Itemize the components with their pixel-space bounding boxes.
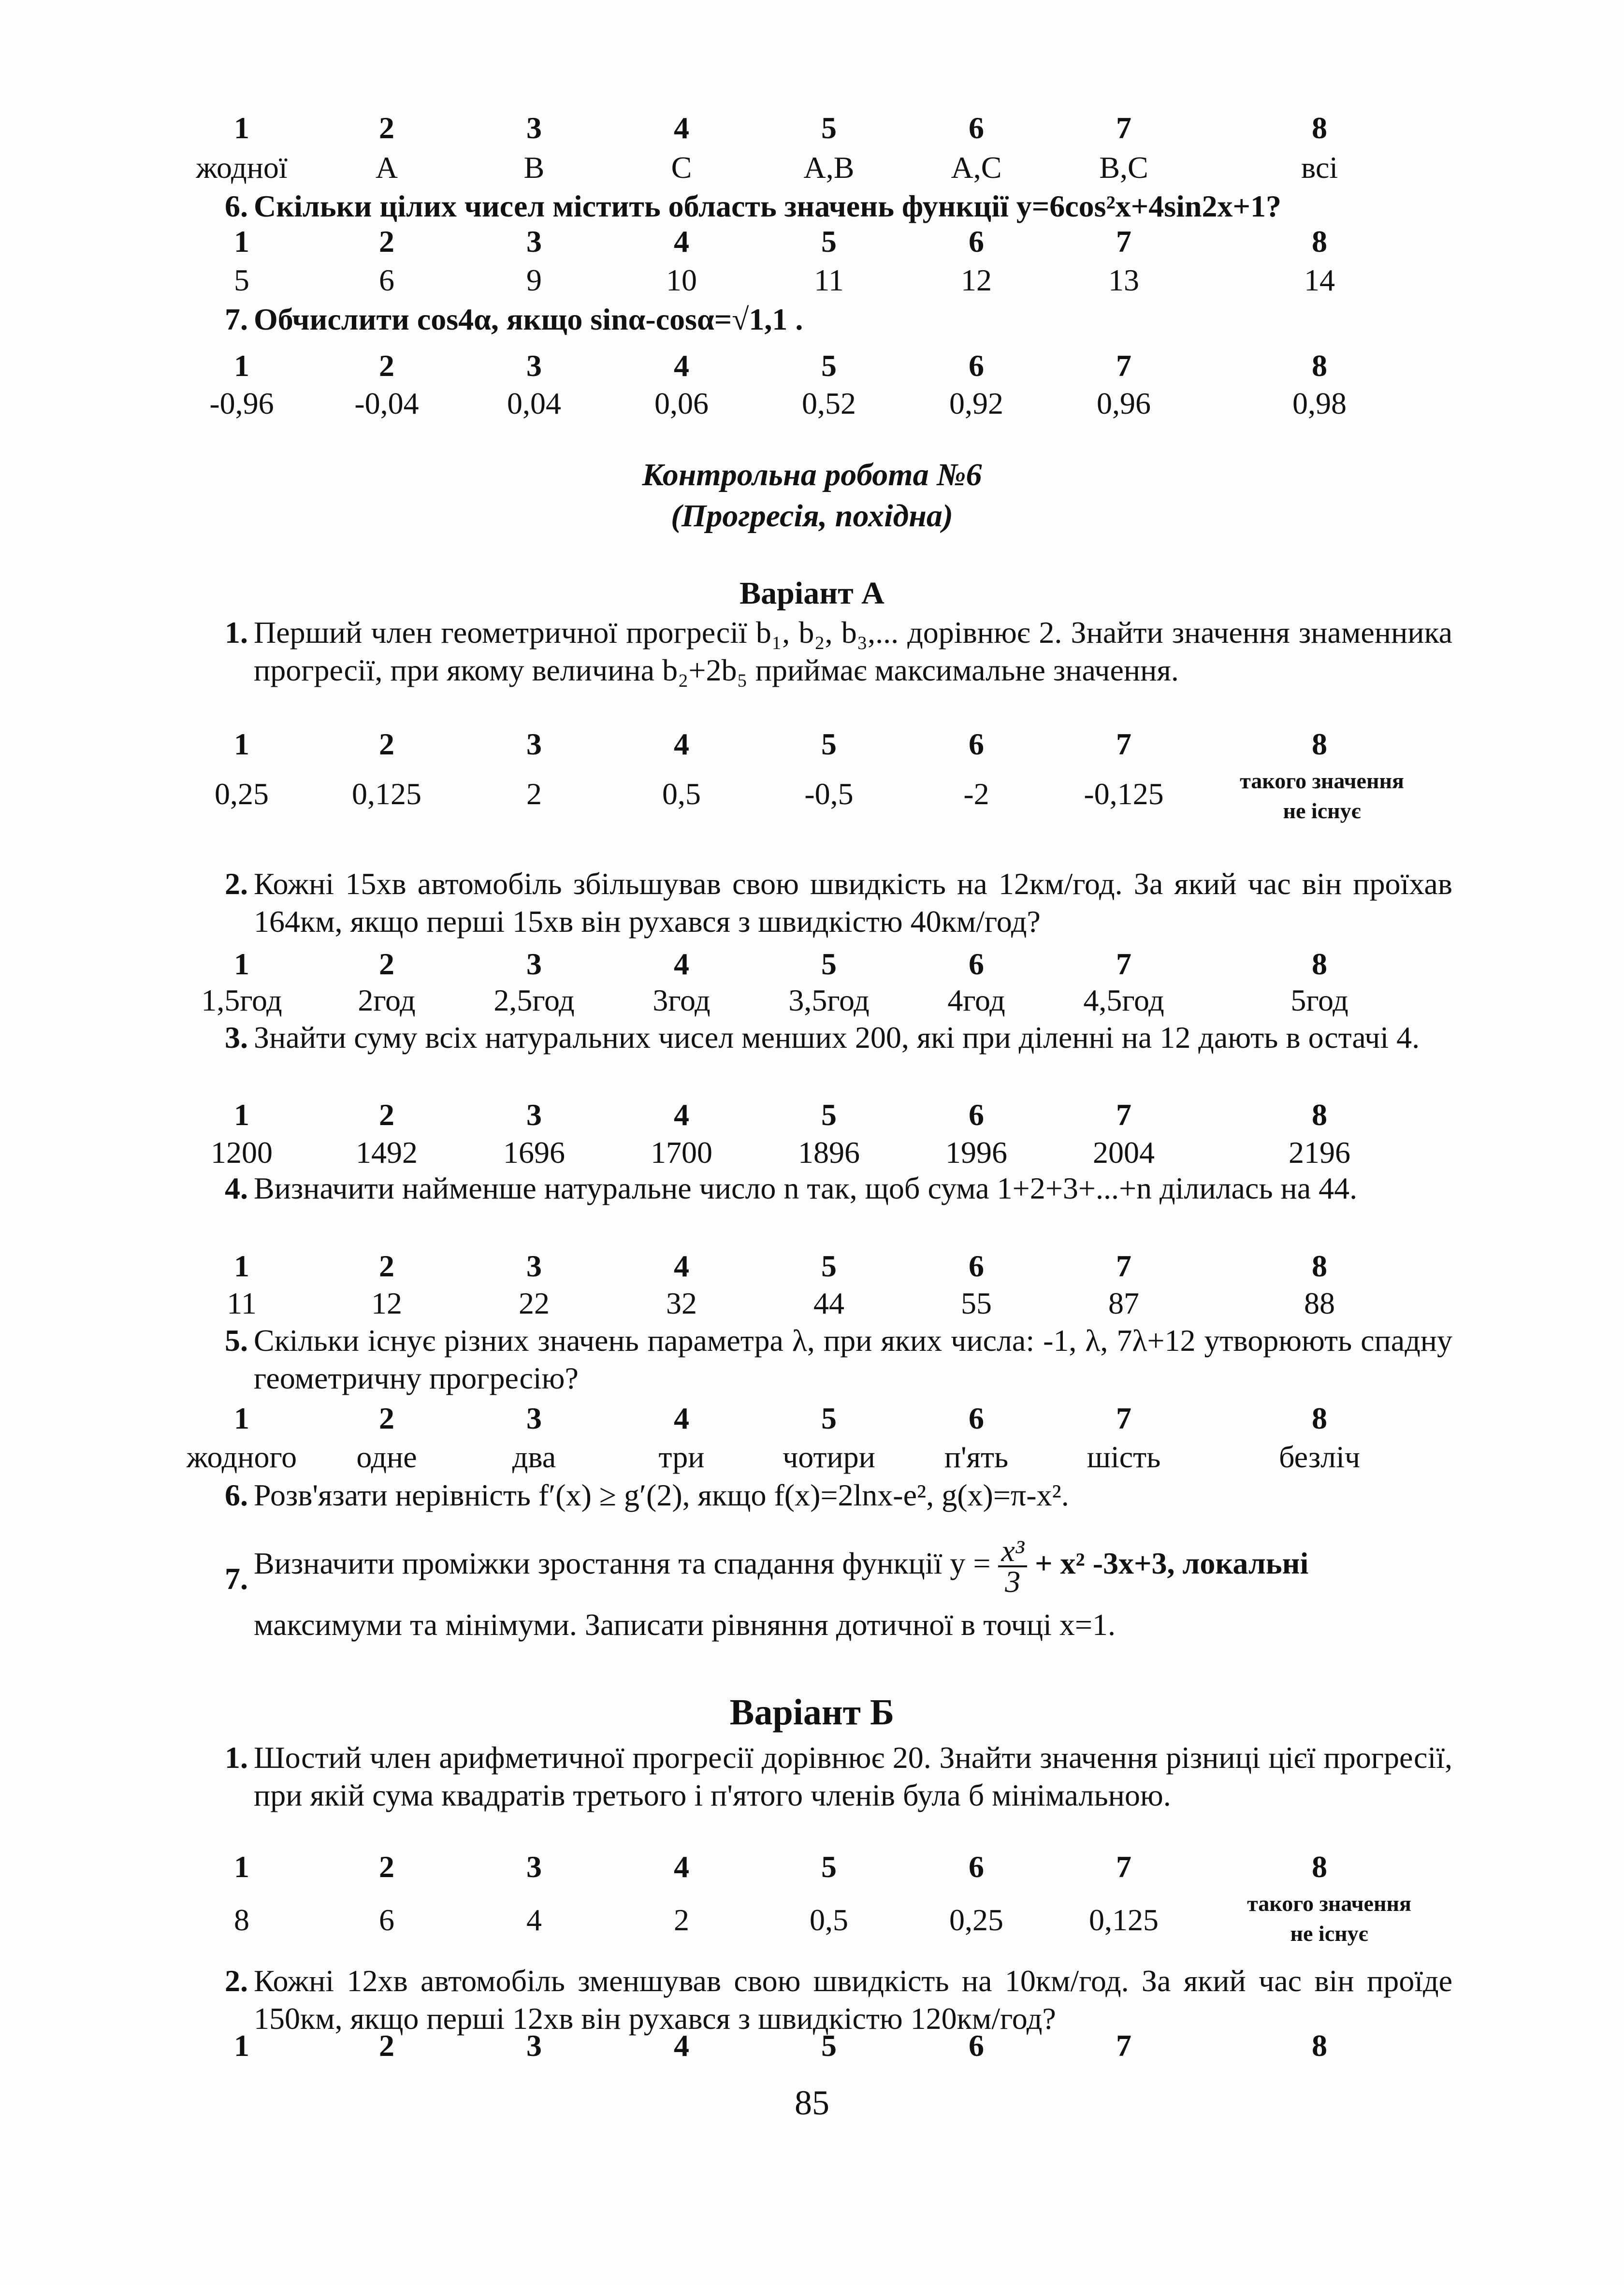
answer-cell: 2 [379,1098,394,1132]
variant-a-question-3: 3. Знайти суму всіх натуральних чисел менших 200, які при діленні на 12 дають в остачі 4. [254,1019,1452,1056]
answer-cell: всі [1301,150,1338,185]
variant-a-question-2: 2. Кожні 15хв автомобіль збільшував свою швидкість на 12км/год. За який час він проїхав 164км, якщо перші 15хв він рухався з швидкістю 40км/год? [254,865,1452,940]
answer-cell: 6 [969,1401,984,1435]
answer-cell: 5 [821,111,837,145]
answer-cell: 7 [1116,947,1131,981]
answer-cell: 1 [234,2028,249,2063]
answer-cell: безліч [1278,1440,1361,1474]
answer-cell: -0,96 [209,386,274,420]
answer-cell: 6 [969,1850,984,1884]
answer-cell: два [512,1440,556,1474]
answer-cell: 4 [674,1098,689,1132]
answer-cell: 8 [1312,224,1327,259]
answer-cell: 8 [1312,1098,1327,1132]
answer-cell: 3 [526,947,542,981]
answer-cell: 4 [674,1249,689,1283]
answer-cell: 2 [379,727,394,761]
answer-cell: 3,5год [788,983,870,1017]
answer-cell: 6 [969,111,984,145]
page-number: 85 [795,2083,829,2122]
variant-b-question-2: 2. Кожні 12хв автомобіль зменшував свою швидкість на 10км/год. За який час він проїде 150км, якщо перші 12хв він рухався з швидкістю 120км/год? [254,1962,1452,2038]
answer-cell: чотири [783,1440,875,1474]
answer-cell: 4 [674,1850,689,1884]
answer-cell: 3год [652,983,710,1017]
answer-cell: 2 [674,1903,689,1937]
answer-cell: 4 [526,1903,542,1937]
answer-header-row [0,344,1624,388]
answer-cell: 4 [674,111,689,145]
answer-cell: 2 [526,777,542,811]
answer-cell: 2год [358,983,416,1017]
answer-cell: 3 [526,348,542,383]
answer-cell: шість [1087,1440,1161,1474]
answer-cell: 1,5год [201,983,282,1017]
answer-cell: 0,5 [810,1903,848,1937]
question-text: Скільки існує різних значень параметра λ, при яких числа: -1, λ, 7λ+12 утворюють спадну геометричну прогресію? [254,1323,1452,1395]
answer-cell: 3 [526,1249,542,1283]
answer-cell: 3 [526,1098,542,1132]
answer-cell: 2 [379,1850,394,1884]
answer-cell: 10 [666,263,697,297]
variant-a-question-7: 7. Визначити проміжки зростання та спадання функції y = $\frac{\text{x³}}{3}$ + x² -3x+3, локальні максимуми та мінімуми. Записати рівняння дотичної в точці x=1. [225,1533,1309,1642]
answer-cell: 6 [969,1249,984,1283]
answer-header-row [0,723,1624,766]
answer-cell: 55 [961,1286,992,1320]
answer-cell: 1492 [356,1135,418,1170]
answer-header-row [0,1397,1624,1440]
answer-cell: 2 [379,1249,394,1283]
answer-cell: 2,5год [493,983,575,1017]
answer-cell: 0,25 [215,777,269,811]
answer-cell: 5 [821,1401,837,1435]
answer-values-row [0,259,1624,302]
answer-cell: 7 [1116,1249,1131,1283]
answer-cell: 5 [821,2028,837,2063]
answer-cell: 32 [666,1286,697,1320]
answer-cell: 0,125 [1089,1903,1159,1937]
answer-cell: 2004 [1093,1135,1155,1170]
test-subtitle: (Прогресія, похідна) [671,498,953,534]
answer-cell: 11 [227,1286,257,1320]
answer-header-row [0,2024,1624,2068]
answer-cell: 1700 [651,1135,712,1170]
question-6: 6. Скільки цілих чисел містить область значень функції y=6cos²x+4sin2x+1? [254,188,1452,225]
answer-cell: п'ять [944,1440,1009,1474]
variant-a-question-5: 5. Скільки існує різних значень параметра λ, при яких числа: -1, λ, 7λ+12 утворюють спадну геометричну прогресію? [254,1322,1452,1397]
answer-cell: -0,5 [804,777,854,811]
answer-cell: 4 [674,1401,689,1435]
answer-cell: 3 [526,1401,542,1435]
answer-cell: 7 [1116,1850,1131,1884]
answer-cell: 6 [969,224,984,259]
answer-values-row [0,382,1624,425]
answer-cell: 7 [1116,1098,1131,1132]
answer-cell: 3 [526,1850,542,1884]
answer-cell: 87 [1108,1286,1139,1320]
answer-cell: 1 [234,947,249,981]
answer-cell: 1 [234,727,249,761]
answer-cell: -0,04 [354,386,419,420]
answer-cell: 44 [813,1286,844,1320]
answer-cell: 5 [821,1249,837,1283]
answer-cell: 0,04 [507,386,561,420]
variant-a-question-4: 4. Визначити найменше натуральне число n так, щоб сума 1+2+3+...+n ділилась на 44. [254,1170,1452,1207]
answer-cell: 8 [234,1903,249,1937]
answer-cell: 2196 [1289,1135,1350,1170]
answer-cell: 1 [234,348,249,383]
question-text: Кожні 12хв автомобіль зменшував свою швидкість на 10км/год. За який час він проїде 150км, якщо перші 12хв він рухався з швидкістю 120км/год? [254,1964,1452,2036]
answer-cell: 0,98 [1292,386,1347,420]
answer-cell: 6 [969,2028,984,2063]
answer-cell: 8 [1312,2028,1327,2063]
answer-values-row [0,979,1624,1022]
answer-cell: 7 [1116,1401,1131,1435]
answer-cell: 6 [969,947,984,981]
answer-cell: 8 [1312,727,1327,761]
answer-cell: 4,5год [1083,983,1164,1017]
answer-cell: 7 [1116,727,1131,761]
answer-cell: 4 [674,947,689,981]
answer-cell: 4 [674,224,689,259]
question-7: 7. Обчислити cos4α, якщо sinα-cosα=√1,1 . [254,301,1452,338]
answer-cell: 0,52 [802,386,856,420]
answer-cell: 1 [234,224,249,259]
answer-cell: 5 [821,1098,837,1132]
question-text: Визначити найменше натуральне число n так, щоб сума 1+2+3+...+n ділилась на 44. [254,1171,1358,1205]
answer-cell: 2 [379,348,394,383]
answer-cell: 2 [379,111,394,145]
answer-cell: 0,96 [1097,386,1151,420]
answer-cell: 1996 [945,1135,1007,1170]
question-text: Перший член геометричної прогресії b₁, b₂, b₃,... дорівнює 2. Знайти значення знаменника прогресії, при якому величина b₂+2b₅ приймає максимальне значення. [254,615,1452,687]
answer-header-row [0,106,1624,150]
answer-cell: 6 [379,263,394,297]
answer-cell: 7 [1116,348,1131,383]
question-text: Шостий член арифметичної прогресії дорівнює 20. Знайти значення різниці цієї прогресії, при якій сума квадратів третього і п'ятого членів була б мінімальною. [254,1740,1452,1812]
fraction: $\frac{\text{x³}}{3}$ [998,1536,1027,1596]
answer-cell: 1200 [211,1135,273,1170]
answer-cell: 8 [1312,111,1327,145]
answer-values-row [0,146,1624,189]
answer-cell: 2 [379,1401,394,1435]
answer-cell: 1 [234,111,249,145]
answer-cell: 1896 [798,1135,860,1170]
answer-cell: 0,5 [662,777,701,811]
answer-cell: 4 [674,2028,689,2063]
answer-cell: 5 [821,1850,837,1884]
answer-cell: 3 [526,111,542,145]
answer-cell: 0,125 [352,777,421,811]
answer-cell: 1 [234,1401,249,1435]
answer-cell: 11 [814,263,844,297]
answer-cell: 8 [1312,1850,1327,1884]
answer-cell: 1696 [503,1135,565,1170]
answer-cell: 2 [379,947,394,981]
answer-cell: 5 [821,224,837,259]
question-text: Обчислити cos4α, якщо sinα-cosα=√1,1 . [254,302,803,336]
answer-cell: 6 [969,727,984,761]
answer-cell: А,С [951,150,1002,185]
answer-values-row [0,1282,1624,1325]
answer-header-row [0,1093,1624,1137]
answer-cell: 4год [947,983,1005,1017]
variant-b-title: Варіант Б [729,1692,895,1733]
answer-values-row [0,1131,1624,1174]
answer-cell: 4 [674,727,689,761]
question-text: Скільки цілих чисел містить область значень функції y=6cos²x+4sin2x+1? [254,189,1281,223]
answer-cell: А [375,150,398,185]
answer-note: такого значення не існує [1240,768,1404,823]
answer-cell: 0,06 [654,386,709,420]
answer-cell: 8 [1312,1249,1327,1283]
question-text: Кожні 15хв автомобіль збільшував свою швидкість на 12км/год. За який час він проїхав 164км, якщо перші 15хв він рухався з швидкістю 40км/год? [254,867,1452,939]
answer-cell: 7 [1116,224,1131,259]
answer-cell: 22 [519,1286,550,1320]
answer-cell: 12 [371,1286,402,1320]
answer-cell: 2 [379,224,394,259]
answer-cell: 5 [234,263,249,297]
variant-a-question-1: 1. Перший член геометричної прогресії b₁, b₂, b₃,... дорівнює 2. Знайти значення знаменника прогресії, при якому величина b₂+2b₅ приймає максимальне значення. [254,614,1452,689]
answer-cell: 5 [821,348,837,383]
answer-cell: 2 [379,2028,394,2063]
answer-cell: 1 [234,1850,249,1884]
answer-cell: 12 [961,263,992,297]
answer-cell: 3 [526,2028,542,2063]
answer-cell: -2 [963,777,989,811]
answer-cell: 9 [526,263,542,297]
variant-a-question-6: 6. Розв'язати нерівність f′(x) ≥ g′(2), якщо f(x)=2lnx-e², g(x)=π-x². [254,1476,1452,1514]
answer-cell: 0,25 [949,1903,1003,1937]
answer-cell: 5 [821,727,837,761]
question-text: Розв'язати нерівність f′(x) ≥ g′(2), якщо f(x)=2lnx-e², g(x)=π-x². [254,1478,1069,1512]
answer-cell: 5 [821,947,837,981]
answer-cell: -0,125 [1084,777,1164,811]
answer-cell: С [671,150,692,185]
answer-cell: 6 [969,348,984,383]
answer-cell: 7 [1116,111,1131,145]
answer-cell: 7 [1116,2028,1131,2063]
answer-cell: 88 [1304,1286,1335,1320]
answer-note: такого значення не існує [1247,1891,1411,1946]
answer-cell: 6 [379,1903,394,1937]
answer-cell: жодної [196,150,288,185]
answer-cell: одне [356,1440,417,1474]
answer-cell: три [658,1440,705,1474]
variant-b-question-1: 1. Шостий член арифметичної прогресії дорівнює 20. Знайти значення різниці цієї прогресії, при якій сума квадратів третього і п'ятого членів була б мінімальною. [254,1739,1452,1814]
answer-cell: жодного [186,1440,297,1474]
answer-cell: 8 [1312,348,1327,383]
answer-cell: 0,92 [949,386,1003,420]
answer-cell: 1 [234,1098,249,1132]
answer-cell: В,С [1099,150,1148,185]
answer-values-row [0,1435,1624,1479]
answer-cell: 4 [674,348,689,383]
answer-cell: 3 [526,727,542,761]
answer-header-row [0,220,1624,263]
answer-cell: 13 [1108,263,1139,297]
answer-cell: А,В [803,150,855,185]
variant-a-title: Варіант А [740,576,884,611]
answer-cell: 1 [234,1249,249,1283]
answer-cell: 14 [1304,263,1335,297]
answer-cell: 8 [1312,947,1327,981]
answer-header-row [0,1845,1624,1889]
question-text: Знайти суму всіх натуральних чисел менших 200, які при діленні на 12 дають в остачі 4. [254,1020,1420,1055]
test-title: Контрольна робота №6 [642,457,982,492]
answer-cell: 3 [526,224,542,259]
answer-cell: 6 [969,1098,984,1132]
answer-cell: В [523,150,545,185]
answer-cell: 5год [1290,983,1348,1017]
answer-cell: 8 [1312,1401,1327,1435]
